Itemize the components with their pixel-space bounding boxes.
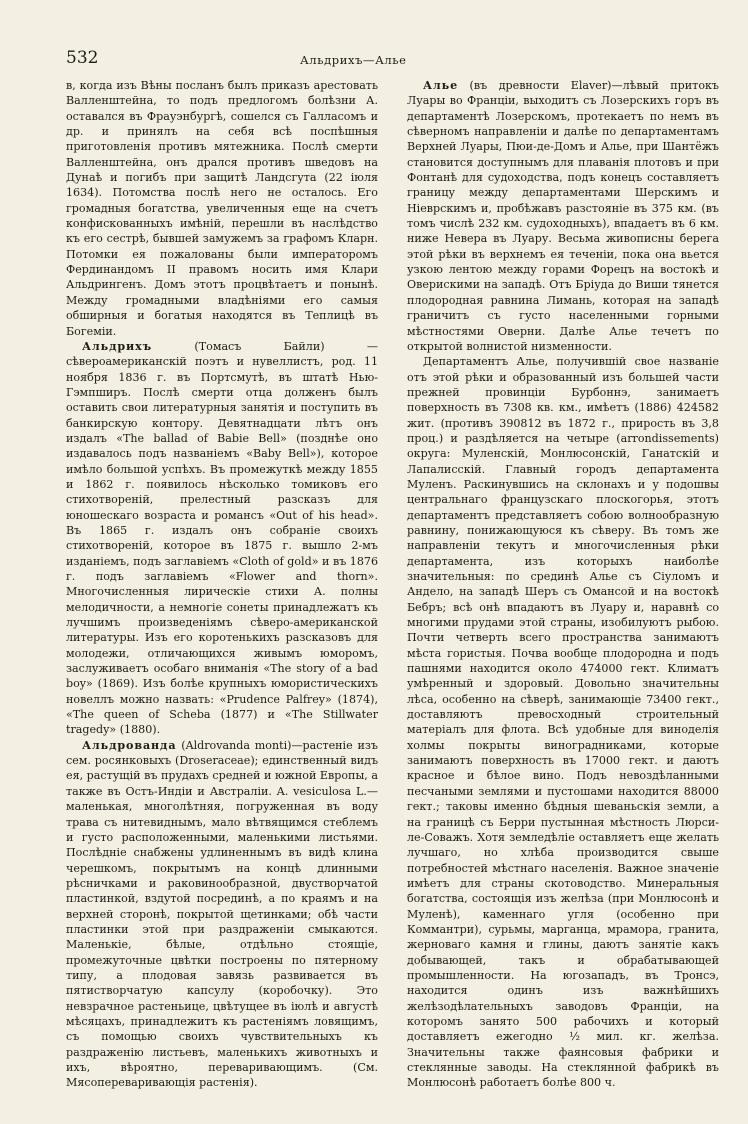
page-number: 532 [66, 48, 99, 68]
article-allier-department: Департаментъ Алье, получившій свое названіе отъ этой рѣки и образованный изъ большей части прежней провинціи Бурбоннэ, занимаетъ поверхность въ 7308 кв. км., имѣетъ (1886) 424582 жит. (противъ 390812 въ 1872 г., прирость въ 3,8 проц.) и раздѣляется на четыре (arrondissements) округа: Муленскій, Монлюсонскій, Ганатскій и Лапалисскій. Главный городъ департамента Муленъ. Раскинувшись на склонахъ и у подошвы центральнаго французскаго плоскогорья, этотъ департаментъ представляетъ собою волнообразную равнину, понижающуюся къ сѣверу. Въ томъ же направленіи текутъ и многочисленныя рѣки департамента, изъ которыхъ наиболѣе значительныя: по срединѣ Алье съ Сіуломъ и Андело, на западѣ Шеръ съ Омансой и на востокѣ Бебръ; всѣ онѣ впадаютъ въ Луару и, наравнѣ со многими прудами этой страны, изобилуютъ рыбою. Почти четверть всего пространства занимаютъ мѣста гористыя. Почва вообще плодородна и подъ пашнями находится около 474000 гект. Климатъ умѣренный и здоровый. Довольно значительны лѣса, особенно на сѣверѣ, занимающіе 73400 гект., доставляютъ превосходный строительный матеріалъ для флота. Всѣ удобные для виноделія холмы покрыты виноградниками, которые занимаютъ поверхность въ 17000 гект. и даютъ красное и бѣлое вино. Подъ невоздѣланными песчаными землями и пустошами находится 88000 гект.; таковы именно бѣдныя шеваньскія земли, а на границѣ съ Берри пустынная мѣстность Люрси-ле-Соважъ. Хотя земледѣліе оставляетъ еще желать лучшаго, но хлѣба производится свыше потребностей мѣстнаго населенія. Важное значеніе имѣетъ для страны скотоводство. Минеральныя богатства, состоящія изъ желѣза (при Монлюсонѣ и Муленѣ), каменнаго угля (особенно при Коммантри), сурьмы, марганца, мрамора, гранита, жерноваго камня и глины, даютъ занятіе какъ добывающей, такъ и обрабатывающей промышленности. На югозападъ, въ Тронсэ, находится одинъ изъ важнѣйшихъ желѣзодѣлательныхъ заводовъ Франціи, на которомъ занято 500 рабочихъ и который доставляетъ ежегодно ½ мил. кг. желѣза. Значительны также фаянсовыя фабрики и стеклянные заводы. На стеклянной фабрикѣ въ Монлюсонѣ работаетъ болѣе 800 ч. [407, 355, 719, 1090]
headword-aldrovanda: Альдрованда [82, 738, 177, 752]
article-aldrovanda-text: (Aldrovanda monti)—растеніе изъ сем. росянковыхъ (Droseraceae); единственный видъ ея, растущій въ прудахъ средней и южной Европы, а также въ Остъ-Индіи и Австраліи. A. vesiculosa L.—маленькая, многолѣтняя, погруженная въ воду трава съ нитевиднымъ, мало вѣтвящимся стеблемъ и густо расположенными, маленькими листьями. Послѣдніе снабжены удлиненнымъ въ видѣ клина черешкомъ, покрытымъ на концѣ длинными рѣсничками и раковинообразной, двустворчатой пластинкой, вздутой посрединѣ, а по краямъ и на верхней сторонѣ, покрытой щетинками; обѣ части пластинки этой при раздраженіи смыкаются. Маленькіе, бѣлые, отдѣльно стоящіе, промежуточные цвѣтки построены по пятерному типу, а плодовая завязь развивается въ пятистворчатую капсулу (коробочку). Это невзрачное растеньице, цвѣтущее въ іюлѣ и августѣ мѣсяцахъ, принадлежитъ къ растеніямъ ловящимъ, съ помощью своихъ чувствительныхъ къ раздраженію листьевъ, маленькихъ животныхъ и ихъ, вѣроятно, переваривающимъ. (См. Мясопереваривающія растенія). [66, 738, 378, 1090]
headword-allier: Алье [423, 79, 459, 92]
article-allier-river-text: (въ древности Elaver)—лѣвый притокъ Луары во Франціи, выходитъ съ Лозерскихъ горъ въ департаментѣ Лозерскомъ, протекаетъ по немъ въ сѣверномъ направленіи и далѣе по департаментамъ Верхней Луары, Пюи-де-Домъ и Алье, при Шантёжъ становится доступнымъ для плаванія плотовъ и при Фонтанѣ для судоходства, подъ конецъ составляетъ границу между департаментами Шерскимъ и Ніеврскимъ и, пробѣжавъ разстояніе въ 375 км. (въ томъ числѣ 232 км. судоходныхъ), впадаетъ въ 6 км. ниже Невера въ Луару. Весьма живописны берега этой рѣки въ верхнемъ ея теченіи, пока она вьется узкою лентою между горами Форецъ на востокѣ и Оверискими на западѣ. Отъ Бріуда до Виши тянется плодородная равнина Лимань, которая на западѣ граничитъ съ густо населенными горными мѣстностями Оверни. Далѣе Алье течетъ по открытой волнистой низменности. [407, 79, 719, 353]
right-column [407, 78, 719, 1091]
article-aldringen-continuation: в, когда изъ Вѣны посланъ былъ приказъ арестовать Валленштейна, то подъ предлогомъ болѣзни А. оставался въ Фрауэнбургѣ, сошелся съ Галласомъ и др. и принялъ на себя всѣ поспѣшныя приготовленія противъ мятежника. Послѣ смерти Валленштейна, онъ дрался противъ шведовъ на Дунаѣ и погибъ при защитѣ Ландсгута (22 іюля 1634). Потомства послѣ него не осталось. Его громадныя богатства, увеличенныя еще на счетъ конфискованныхъ имѣній, перешли въ наслѣдство къ его сестрѣ, бывшей замужемъ за графомъ Кларн. Потомки ея пожалованы были императоромъ Фердинандомъ II правомъ носить имя Клари Альдрингенъ. Домъ этотъ процвѣтаетъ и понынѣ. Между громадными владѣніями его самыя обширныя и богатыя находятся въ Теплицѣ въ Богеміи. [66, 79, 378, 338]
article-allier-river [407, 78, 719, 354]
headword-aldrich: Альдрихъ [82, 339, 153, 353]
left-column [66, 78, 378, 1091]
running-head: Альдрихъ—Алье [300, 53, 407, 67]
article-aldrich [66, 339, 378, 738]
article-aldrovanda [66, 738, 378, 1091]
article-aldrich-text: (Томасъ Байли) — сѣвероамериканскій поэтъ и нувеллистъ, род. 11 ноября 1836 г. въ Портсмутѣ, въ штатѣ Нью-Гэмпширъ. Послѣ смерти отца долженъ былъ оставить свои литературныя занятія и поступить въ банкирскую контору. Девятнадцати лѣтъ онъ издалъ «The ballad of Babie Bell» (позднѣе оно издавалось подъ названіемъ «Baby Bell»), которое имѣло большой успѣхъ. Въ промежуткѣ между 1855 и 1862 г. появилось нѣсколько томиковъ его стихотвореній, прелестный разсказъ для юношескаго возраста и романсъ «Out of his head». Въ 1865 г. издалъ онъ собраніе своихъ стихотвореній, которое въ 1875 г. вышло 2-мъ изданіемъ, подъ заглавіемъ «Cloth of gold» и въ 1876 г. подъ заглавіемъ «Flower and thorn». Многочисленныя лирическіе стихи А. полны мелодичности, а немногіе сонеты принадлежатъ къ лучшимъ произведеніямъ сѣверо-американской литературы. Изъ его коротенькихъ разсказовъ для молодежи, отличающихся живымъ юморомъ, заслуживаетъ особаго вниманія «The story of a bad boy» (1869). Изъ болѣе крупныхъ юмористическихъ новеллъ можно назвать: «Prudence Palfrey» (1874), «The queen of Scheba (1877) и «The Stillwater tragedy» (1880). [66, 339, 379, 737]
